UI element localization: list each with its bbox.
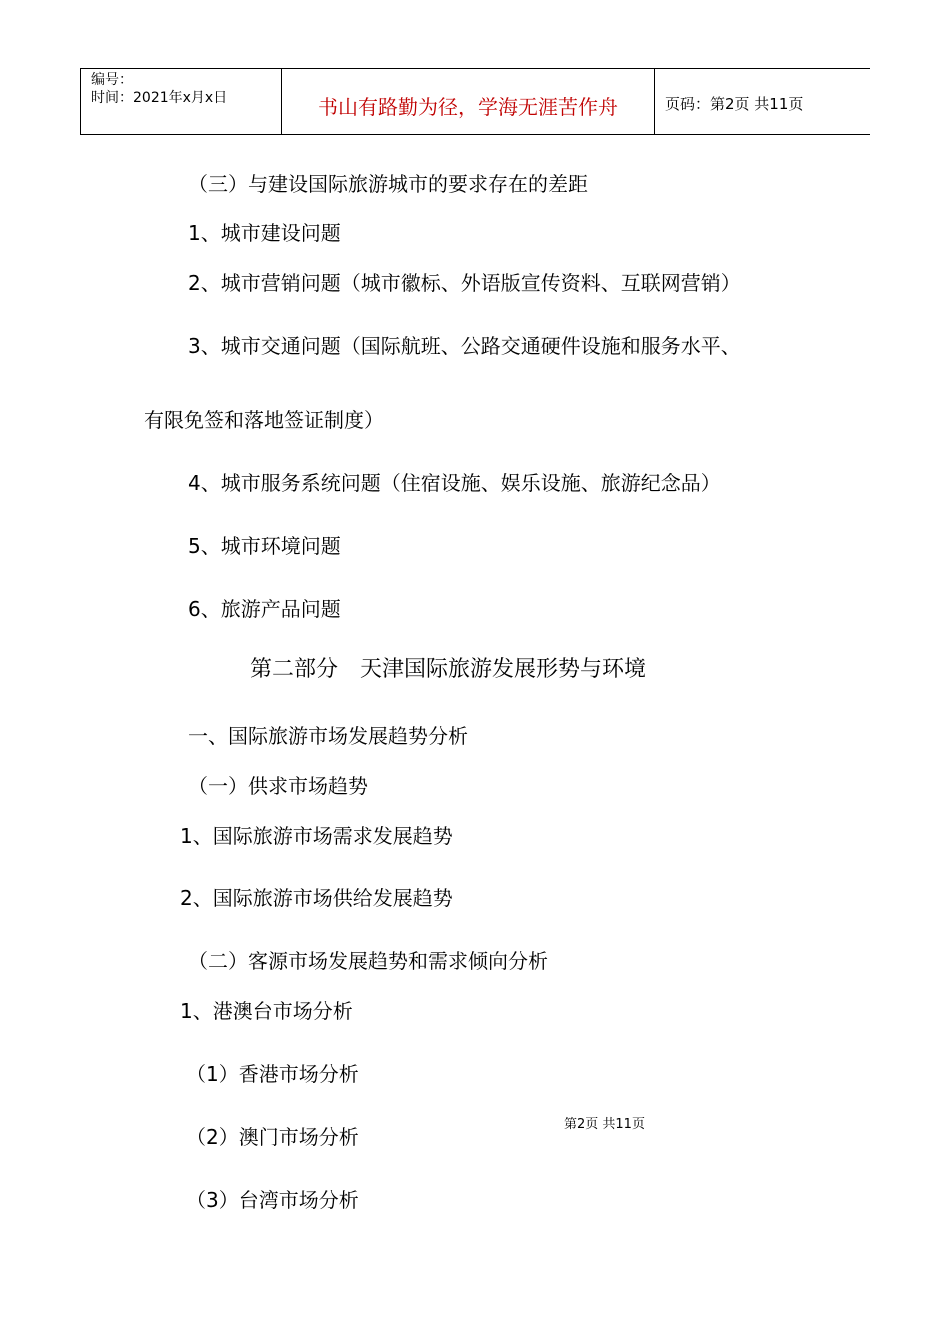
header-info-cell — [81, 69, 282, 134]
list-item: 6、旅游产品问题 — [188, 597, 341, 621]
list-item: 1、国际旅游市场需求发展趋势 — [180, 824, 453, 848]
list-item: 2、国际旅游市场供给发展趋势 — [180, 886, 453, 910]
list-item: （2）澳门市场分析 — [186, 1125, 359, 1149]
list-item: 3、城市交通问题（国际航班、公路交通硬件设施和服务水平、 — [188, 334, 741, 358]
list-item: （1）香港市场分析 — [186, 1062, 359, 1086]
list-item: 1、港澳台市场分析 — [180, 999, 353, 1023]
page-info: 页码：第2页 共11页 — [665, 95, 804, 113]
header-table — [80, 68, 870, 135]
doc-time-label: 时间：2021年x月x日 — [91, 90, 228, 106]
header-motto-cell — [282, 69, 655, 134]
subsection-heading: （一）供求市场趋势 — [188, 774, 368, 798]
list-item: 5、城市环境问题 — [188, 534, 341, 558]
list-item: 2、城市营销问题（城市徽标、外语版宣传资料、互联网营销） — [188, 271, 741, 295]
doc-number-label: 编号： — [91, 72, 133, 88]
list-item: （3）台湾市场分析 — [186, 1188, 359, 1212]
section-heading: 一、国际旅游市场发展趋势分析 — [188, 724, 468, 748]
list-item: 4、城市服务系统问题（住宿设施、娱乐设施、旅游纪念品） — [188, 471, 721, 495]
motto-text: 书山有路勤为径，学海无涯苦作舟 — [318, 95, 618, 119]
footer-page-number: 第2页 共11页 — [564, 1117, 645, 1132]
list-item-continuation: 有限免签和落地签证制度） — [144, 408, 384, 432]
subsection-heading: （二）客源市场发展趋势和需求倾向分析 — [188, 949, 548, 973]
header-page-cell — [655, 69, 870, 134]
list-item: 1、城市建设问题 — [188, 221, 341, 245]
part-heading: 第二部分 天津国际旅游发展形势与环境 — [250, 657, 647, 682]
section-heading-gap: （三）与建设国际旅游城市的要求存在的差距 — [188, 172, 588, 196]
